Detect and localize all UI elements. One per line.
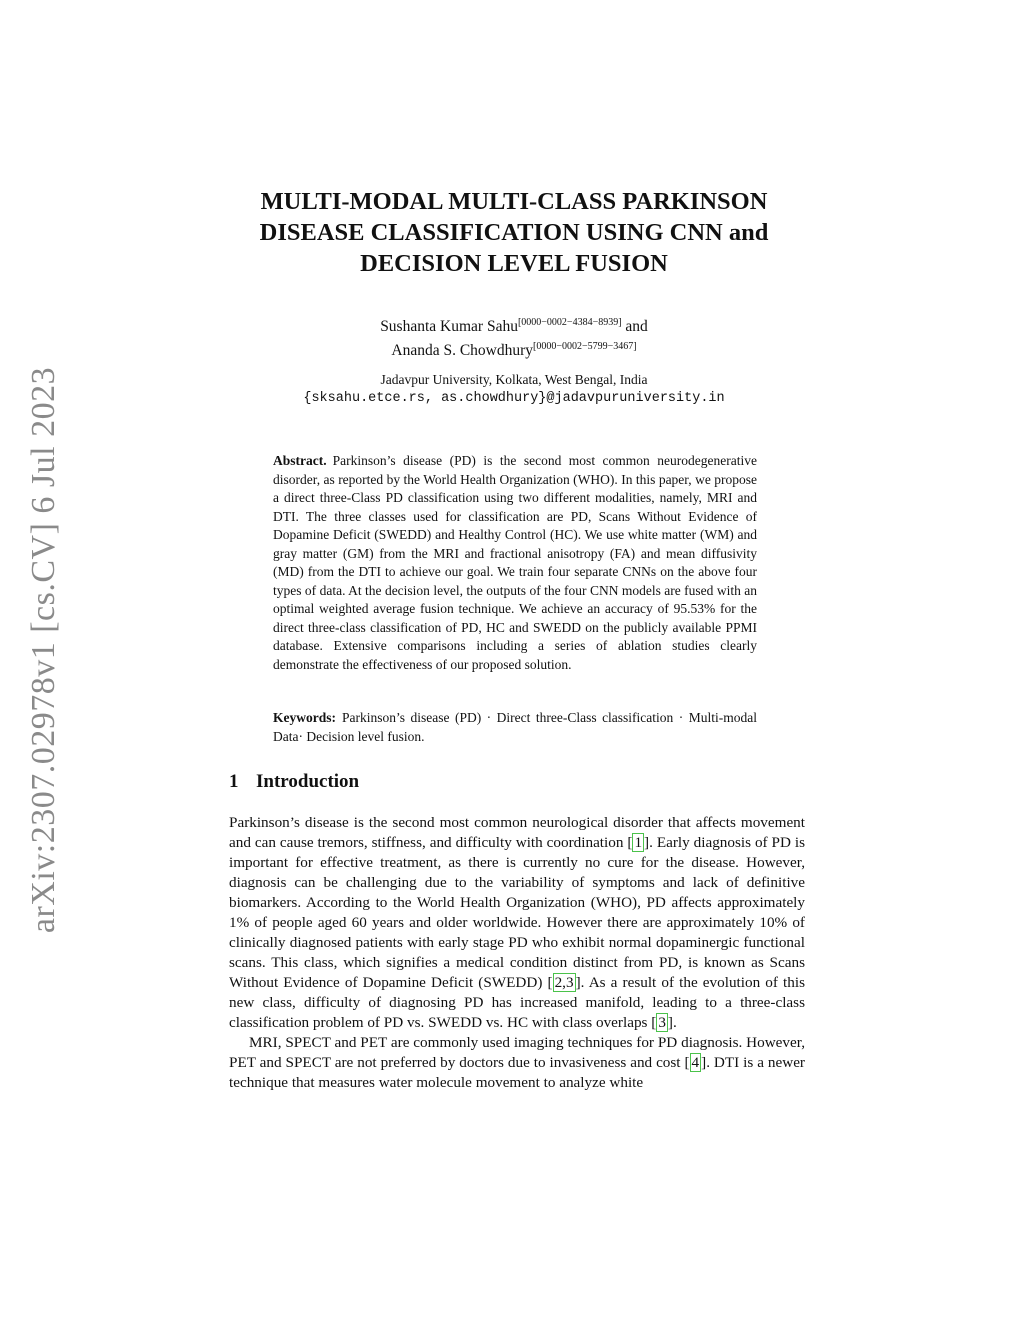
citation-link[interactable]: 3 — [658, 1014, 666, 1031]
body-text-run: . Early diagnosis of PD is important for effective treatment, as there is currently no cure for the disease. However, diagnosis can be challenging due to the variability of symptoms and lack of definitive biomarkers. According to the World Health Organization (WHO), PD affects approximately 1% of people aged 60 years and older worldwide. However there are approximately 10% of clinically diagnosed patients with early stage PD who exhibit normal dopaminergic functional scans. This class, which signifies a medical condition distinct from PD, is known as Scans Without Evidence of Dopamine Deficit (SWEDD) — [229, 834, 805, 991]
body-text-run: Parkinson’s disease is the second most common neurological disorder that affects movement and can cause tremors, stiffness, and difficulty with coordination — [229, 814, 805, 851]
body-paragraph: Parkinson’s disease is the second most common neurological disorder that affects movement and can cause tremors, stiffness, and difficulty with coordination [ 1 ]. Early diagnosis of PD is important for effective treatment, as there is currently no cure for the disease. However, diagnosis can be challenging due to the variability of symptoms and lack of definitive biomarkers. According to the World Health Organization (WHO), PD affects approximately 1% of people aged 60 years and older worldwide. However there are approximately 10% of clinically diagnosed patients with early stage PD who exhibit normal dopaminergic functional scans. This class, which signifies a medical condition distinct from PD, is known as Scans Without Evidence of Dopamine Deficit (SWEDD) [ 2,3 ]. As a result of the evolution of this new class, difficulty of diagnosing PD has increased manifold, leading to a three-class classification problem of PD vs. SWEDD vs. HC with class overlaps [ 3 ]. — [229, 814, 805, 1031]
body-text-run: . DTI is a newer technique that measures water molecule movement to analyze white — [229, 1054, 805, 1091]
keywords — [273, 709, 757, 746]
title-line: DISEASE CLASSIFICATION USING CNN and — [259, 219, 769, 246]
author-entry — [232, 337, 796, 361]
title-line: DECISION LEVEL FUSION — [360, 250, 668, 277]
title-line: MULTI-MODAL MULTI-CLASS PARKINSON — [260, 188, 768, 215]
introduction-body — [229, 813, 805, 1093]
section-heading — [229, 771, 359, 793]
author-name: Sushanta Kumar Sahu — [380, 318, 518, 335]
author-entry — [232, 313, 796, 337]
author-list — [232, 313, 796, 361]
affiliation: Jadavpur University, Kolkata, West Bengal, India — [380, 372, 648, 387]
author-orcid: [0000−0002−5799−3467] — [533, 341, 637, 352]
abstract-label: Abstract. — [273, 453, 327, 468]
body-text-run: . — [672, 1014, 677, 1031]
section-number: 1 — [229, 771, 239, 792]
body-paragraph: MRI, SPECT and PET are commonly used imaging techniques for PD diagnosis. However, PET and SPECT are not preferred by doctors due to invasiveness and cost [ 4 ]. DTI is a newer technique that measures water molecule movement to analyze white — [229, 1034, 805, 1091]
author-name: Ananda S. Chowdhury — [391, 342, 534, 359]
affiliation-block — [232, 370, 796, 408]
abstract-text: Parkinson’s disease (PD) is the second most common neurodegenerative disorder, as reported by the World Health Organization (WHO). In this paper, we propose a direct three-Class PD classification using two different modalities, namely, MRI and DTI. The three classes used for classification are PD, Scans Without Evidence of Dopamine Deficit (SWEDD) and Healthy Control (HC). We use white matter (WM) and gray matter (GM) from the MRI and fractional anisotropy (FA) and mean diffusivity (MD) from the DTI to achieve our goal. We train four separate CNNs on the above four types of data. At the decision level, the outputs of the four CNN models are fused with an optimal weighted average fusion technique. We achieve an accuracy of 95.53% for the direct three-class classification of PD, HC and SWEDD on the publicly available PPMI database. Extensive comparisons including a series of ablation studies clearly demonstrate the effectiveness of our proposed solution. — [273, 453, 757, 672]
arxiv-identifier: arXiv:2307.02978v1 [cs.CV] 6 Jul 2023 — [25, 366, 62, 934]
keywords-label: Keywords: — [273, 710, 336, 725]
citation-link[interactable]: 2,3 — [554, 974, 574, 991]
author-orcid: [0000−0002−4384−8939] — [517, 317, 622, 328]
section-title: Introduction — [256, 771, 360, 792]
abstract — [273, 452, 757, 674]
author-conjunction: and — [621, 318, 648, 335]
citation-link[interactable]: 1 — [634, 834, 643, 851]
body-text-run: MRI, SPECT and PET are commonly used imaging techniques for PD diagnosis. However, PET and SPECT are not preferred by doctors due to invasiveness and cost — [229, 1034, 805, 1071]
keywords-text: Parkinson’s disease (PD) · Direct three-Class classification · Multi-modal Data· Decision level fusion. — [273, 710, 757, 744]
body-text-run: . As a result of the evolution of this new class, difficulty of diagnosing PD has increased manifold, leading to a three-class classification problem of PD vs. SWEDD vs. HC with class overlaps — [229, 974, 805, 1031]
author-email: {sksahu.etce.rs, as.chowdhury}@jadavpuruniversity.in — [303, 391, 725, 406]
citation-link[interactable]: 4 — [691, 1054, 700, 1071]
paper-title — [232, 186, 796, 279]
